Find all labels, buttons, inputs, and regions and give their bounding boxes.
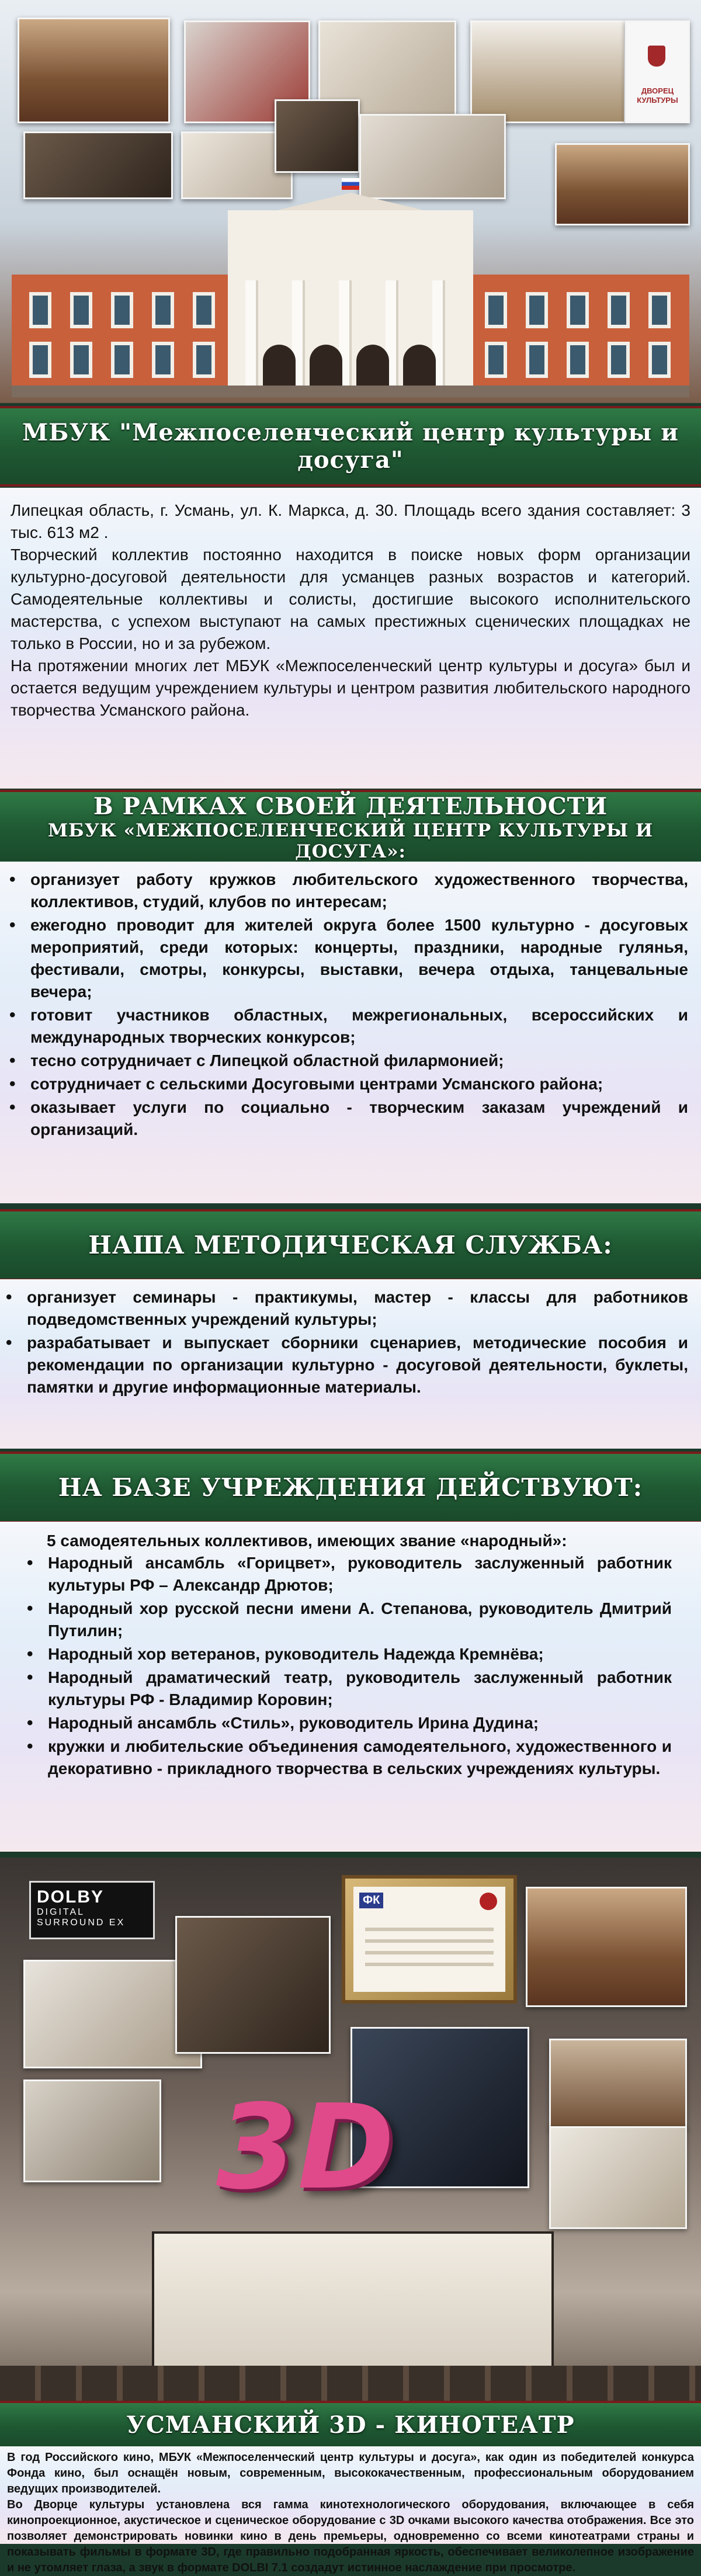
groups-panel xyxy=(0,1522,701,1852)
list-item: • Народный хор русской песни имени А. Степанова, руководитель Дмитрий Путилин; xyxy=(23,1598,672,1642)
big-3d-text: 3D xyxy=(216,2079,395,2216)
intro-collective: Творческий коллектив постоянно находится в поиске новых форм организации культурно-досуговой деятельности для усманцев разных возрастов и категорий. Самодеятельные коллективы и солисты, достигшие высокого исполнительского мастерства, с успехом выступают на самых престижных сценических площадках не только в России, но и за рубежом. xyxy=(11,546,690,652)
groups-banner xyxy=(0,1452,701,1523)
cinema-paragraph-equipment: Во Дворце культуры установлена вся гамма кинотехнологического оборудования, включающее в себя кинопроекционное, акустическое и сценическое оборудование с 3D очками высокого качества отображения. Все это позволяет демонстрировать новинки кино в день премьеры, одновременно со всеми кинотеатрами страны и показывать фильмы в формате 3D, где правильно подобранная яркость, обеспечивает великолепное изображение и не утомляет глаза, а звук в формате DOLBI 7.1 создадут истинное наслаждение при просмотре. xyxy=(7,2498,694,2574)
photo-hall-seats xyxy=(549,2039,687,2130)
groups-lead: 5 самодеятельных коллективов, имеющих звание «народный»: xyxy=(47,1532,567,1550)
method-banner-text: НАША МЕТОДИЧЕСКАЯ СЛУЖБА: xyxy=(88,1231,613,1259)
list-item: • организует работу кружков любительского художественного творчества, коллективов, студий, клубов по интересам; xyxy=(6,869,688,913)
activity-panel xyxy=(0,862,701,1203)
list-item: • организует семинары - практикумы, мастер - классы для работников подведомственных учреждений культуры; xyxy=(2,1286,688,1331)
building-ground xyxy=(12,386,689,397)
dolby-logo xyxy=(29,1881,155,1939)
photo-projector xyxy=(175,1916,331,2054)
cinema-banner-text: УСМАНСКИЙ 3D - КИНОТЕАТР xyxy=(126,2411,575,2439)
dolby-line3: SURROUND EX xyxy=(37,1918,126,1928)
list-item: • кружки и любительские объединения самодеятельного, художественного и декоративно - прикладного творчества в сельских учреждениях культуры. xyxy=(23,1735,672,1780)
activity-banner-line1: В РАМКАХ СВОЕЙ ДЕЯТЕЛЬНОСТИ xyxy=(93,792,608,820)
photo-hall-stairs xyxy=(18,18,170,123)
sign-board-crest-icon xyxy=(648,46,665,67)
list-item: • оказывает услуги по социально - творческим заказам учреждений и организаций. xyxy=(6,1096,688,1141)
intro-leading: На протяжении многих лет МБУК «Межпоселенческий центр культуры и досуга» был и остается ведущим учреждением культуры и центром развития любительского народного творчества Усманского района. xyxy=(11,657,690,719)
list-item: • Народный ансамбль «Стиль», руководитель Ирина Дудина; xyxy=(23,1712,672,1734)
groups-banner-text: НА БАЗЕ УЧРЕЖДЕНИЯ ДЕЙСТВУЮТ: xyxy=(58,1473,643,1502)
cinema-paragraph-award: В год Российского кино, МБУК «Межпоселенческий центр культуры и досуга», как один из победителей конкурса Фонда кино, был оснащён новым, современным, высококачественным, профессиональным оборудованием ведущих производителей. xyxy=(7,2451,694,2495)
photo-equipment xyxy=(275,99,360,173)
cinema-panel xyxy=(0,2446,701,2574)
method-banner xyxy=(0,1209,701,1281)
flag-icon xyxy=(342,178,359,190)
activity-banner-line2: МБУК «МЕЖПОСЕЛЕНЧЕСКИЙ ЦЕНТР КУЛЬТУРЫ И ДОСУГА»: xyxy=(47,820,654,862)
intro-panel xyxy=(0,488,701,789)
method-panel xyxy=(0,1279,701,1449)
dolby-line1: DOLBY xyxy=(37,1887,104,1907)
building-left-wing xyxy=(12,275,234,391)
list-item: • Народный ансамбль «Горицвет», руководитель заслуженный работник культуры РФ – Александр Дрютов; xyxy=(23,1552,672,1596)
building-center xyxy=(228,210,473,391)
photo-cafe xyxy=(549,2126,687,2229)
title-banner xyxy=(0,406,701,487)
photo-sign-board xyxy=(625,20,690,123)
list-item: • ежегодно проводит для жителей округа более 1500 культурно - досуговых мероприятий, среди которых: концерты, праздники, народные гулянья, фестивали, смотры, конкурсы, выставки, вечера отдыха, танцевальные вечера; xyxy=(6,914,688,1003)
title-banner-text: МБУК "Межпоселенческий центр культуры и досуга" xyxy=(22,419,679,474)
building-right-wing xyxy=(467,275,689,391)
fond-kino-logo: ФК xyxy=(359,1893,383,1908)
groups-list xyxy=(23,1552,672,1780)
emblem-icon xyxy=(480,1893,497,1910)
plaque-inner xyxy=(353,1887,505,1992)
list-item: • готовит участников областных, межрегиональных, всероссийских и международных творческих конкурсов; xyxy=(6,1004,688,1049)
cinema-screen xyxy=(152,2231,554,2370)
list-item: • разрабатывает и выпускает сборники сценариев, методические пособия и рекомендации по организации культурно - досуговой деятельности, буклеты, памятки и другие информационные материалы. xyxy=(2,1332,688,1398)
cinema-seats xyxy=(0,2366,701,2401)
photo-auditorium xyxy=(526,1887,687,2007)
activity-list xyxy=(6,869,688,1141)
intro-address: Липецкая область, г. Усмань, ул. К. Маркса, д. 30. Площадь всего здания составляет: 3 тыс. 613 м2 . xyxy=(11,501,690,541)
method-list xyxy=(2,1286,688,1398)
fond-kino-plaque xyxy=(342,1875,517,2004)
photo-chandelier-hall xyxy=(470,20,626,123)
cinema-banner xyxy=(0,2401,701,2449)
activity-banner xyxy=(0,790,701,865)
photo-entrance xyxy=(23,2079,161,2182)
list-item: • сотрудничает с сельскими Досуговыми центрами Усманского района; xyxy=(6,1073,688,1095)
dolby-line2: DIGITAL xyxy=(37,1907,85,1917)
list-item: • Народный драматический театр, руководитель заслуженный работник культуры РФ - Владимир Коровин; xyxy=(23,1667,672,1711)
building-illustration xyxy=(12,175,689,397)
list-item: • тесно сотрудничает с Липецкой областной филармонией; xyxy=(6,1050,688,1072)
list-item: • Народный хор ветеранов, руководитель Надежда Кремнёва; xyxy=(23,1643,672,1665)
header-collage xyxy=(0,0,701,403)
sign-board-text: ДВОРЕЦ КУЛЬТУРЫ xyxy=(637,86,678,105)
cinema-collage xyxy=(0,1858,701,2401)
